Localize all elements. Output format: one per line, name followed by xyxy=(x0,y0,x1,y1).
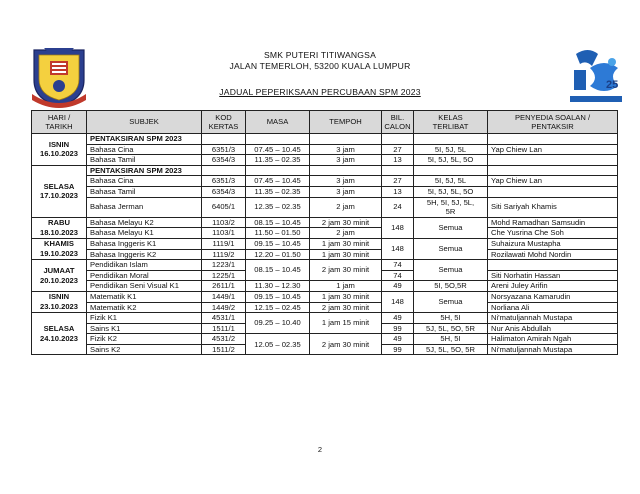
exam-schedule-table xyxy=(31,110,618,355)
day-cell: SELASA 24.10.2023 xyxy=(32,313,87,355)
table-header-row xyxy=(32,111,618,134)
col-kelas-terlibat: KELAS TERLIBAT xyxy=(414,111,488,134)
school-address: JALAN TEMERLOH, 53200 KUALA LUMPUR xyxy=(229,61,411,71)
table-row: KHAMIS 19.10.2023 Bahasa Inggeris K1 1119/1 09.15 – 10.45 1 jam 30 minit 148 Semua Suhaizura Mustapha xyxy=(32,238,618,249)
table-row: Matematik K2 1449/2 12.15 – 02.45 2 jam 30 minit Norliana Ali xyxy=(32,302,618,313)
school-name: SMK PUTERI TITIWANGSA xyxy=(263,50,377,60)
day-cell: RABU 18.10.2023 xyxy=(32,217,87,238)
table-row: Bahasa Cina 6351/3 07.45 – 10.45 3 jam 27 5I, 5J, 5L Yap Chiew Lan xyxy=(32,176,618,187)
col-hari-tarikh: HARI / TARIKH xyxy=(32,111,87,134)
table-row: Bahasa Cina 6351/3 07.45 – 10.45 3 jam 27 5I, 5J, 5L Yap Chiew Lan xyxy=(32,144,618,155)
table-row: Pendidikan Moral 1225/1 74 Siti Norhatin Hassan xyxy=(32,270,618,281)
subject-heading: PENTAKSIRAN SPM 2023 xyxy=(87,134,202,145)
table-row: Bahasa Tamil 6354/3 11.35 – 02.35 3 jam 13 5I, 5J, 5L, 5O xyxy=(32,186,618,197)
table-row: SELASA 24.10.2023 Fizik K1 4531/1 09.25 – 10.40 1 jam 15 minit 49 5H, 5I Ni'matuljannah Mustapa xyxy=(32,313,618,324)
col-masa: MASA xyxy=(246,111,310,134)
day-cell: JUMAAT 20.10.2023 xyxy=(32,260,87,292)
col-tempoh: TEMPOH xyxy=(310,111,382,134)
subject-heading: PENTAKSIRAN SPM 2023 xyxy=(87,165,202,176)
day-cell: KHAMIS 19.10.2023 xyxy=(32,238,87,259)
table-row: Fizik K2 4531/2 12.05 – 02.35 2 jam 30 minit 49 5H, 5I Halimaton Amirah Ngah xyxy=(32,334,618,345)
table-row: Sains K1 1511/1 99 5J, 5L, 5O, 5R Nur Anis Abdullah xyxy=(32,323,618,334)
col-kod-kertas: KOD KERTAS xyxy=(202,111,246,134)
table-row: Sains K2 1511/2 99 5J, 5L, 5O, 5R Ni'matuljannah Mustapa xyxy=(32,344,618,355)
day-cell: ISNIN 23.10.2023 xyxy=(32,291,87,312)
svg-text:25: 25 xyxy=(606,79,619,91)
day-cell: SELASA 17.10.2023 xyxy=(32,165,87,217)
day-cell: ISNIN 16.10.2023 xyxy=(32,134,87,166)
col-subjek: SUBJEK xyxy=(87,111,202,134)
table-row: Bahasa Inggeris K2 1119/2 12.20 – 01.50 1 jam 30 minit Rozilawati Mohd Nordin xyxy=(32,249,618,260)
document-title: JADUAL PEPERIKSAAN PERCUBAAN SPM 2023 xyxy=(219,87,421,97)
page-number: 2 xyxy=(317,445,323,454)
table-row: Pendidikan Seni Visual K1 2611/1 11.30 – 12.30 1 jam 49 5I, 5O,5R Areni Juley Arifin xyxy=(32,281,618,292)
table-row xyxy=(32,134,618,145)
classes-cell: 5H, 5I, 5J, 5L, 5R xyxy=(414,197,488,217)
table-row: Bahasa Tamil 6354/3 11.35 – 02.35 3 jam 13 5I, 5J, 5L, 5O xyxy=(32,155,618,166)
table-row: JUMAAT 20.10.2023 Pendidikan Islam 1223/1 08.15 – 10.45 2 jam 30 minit 74 Semua xyxy=(32,260,618,271)
table-row: Bahasa Jerman 6405/1 12.35 – 02.35 2 jam 24 5H, 5I, 5J, 5L, 5R Siti Sariyah Khamis xyxy=(32,197,618,217)
table-row: RABU 18.10.2023 Bahasa Melayu K2 1103/2 08.15 – 10.45 2 jam 30 minit 148 Semua Mohd Ramadhan Samsudin xyxy=(32,217,618,228)
table-row: Bahasa Melayu K1 1103/1 11.50 – 01.50 2 jam Che Yusrina Che Soh xyxy=(32,228,618,239)
table-row xyxy=(32,165,618,176)
col-bil-calon: BIL. CALON xyxy=(382,111,414,134)
table-row: ISNIN 23.10.2023 Matematik K1 1449/1 09.15 – 10.45 1 jam 30 minit 148 Semua Norsyazana Kamarudin xyxy=(32,291,618,302)
col-penyedia: PENYEDIA SOALAN / PENTAKSIR xyxy=(488,111,618,134)
